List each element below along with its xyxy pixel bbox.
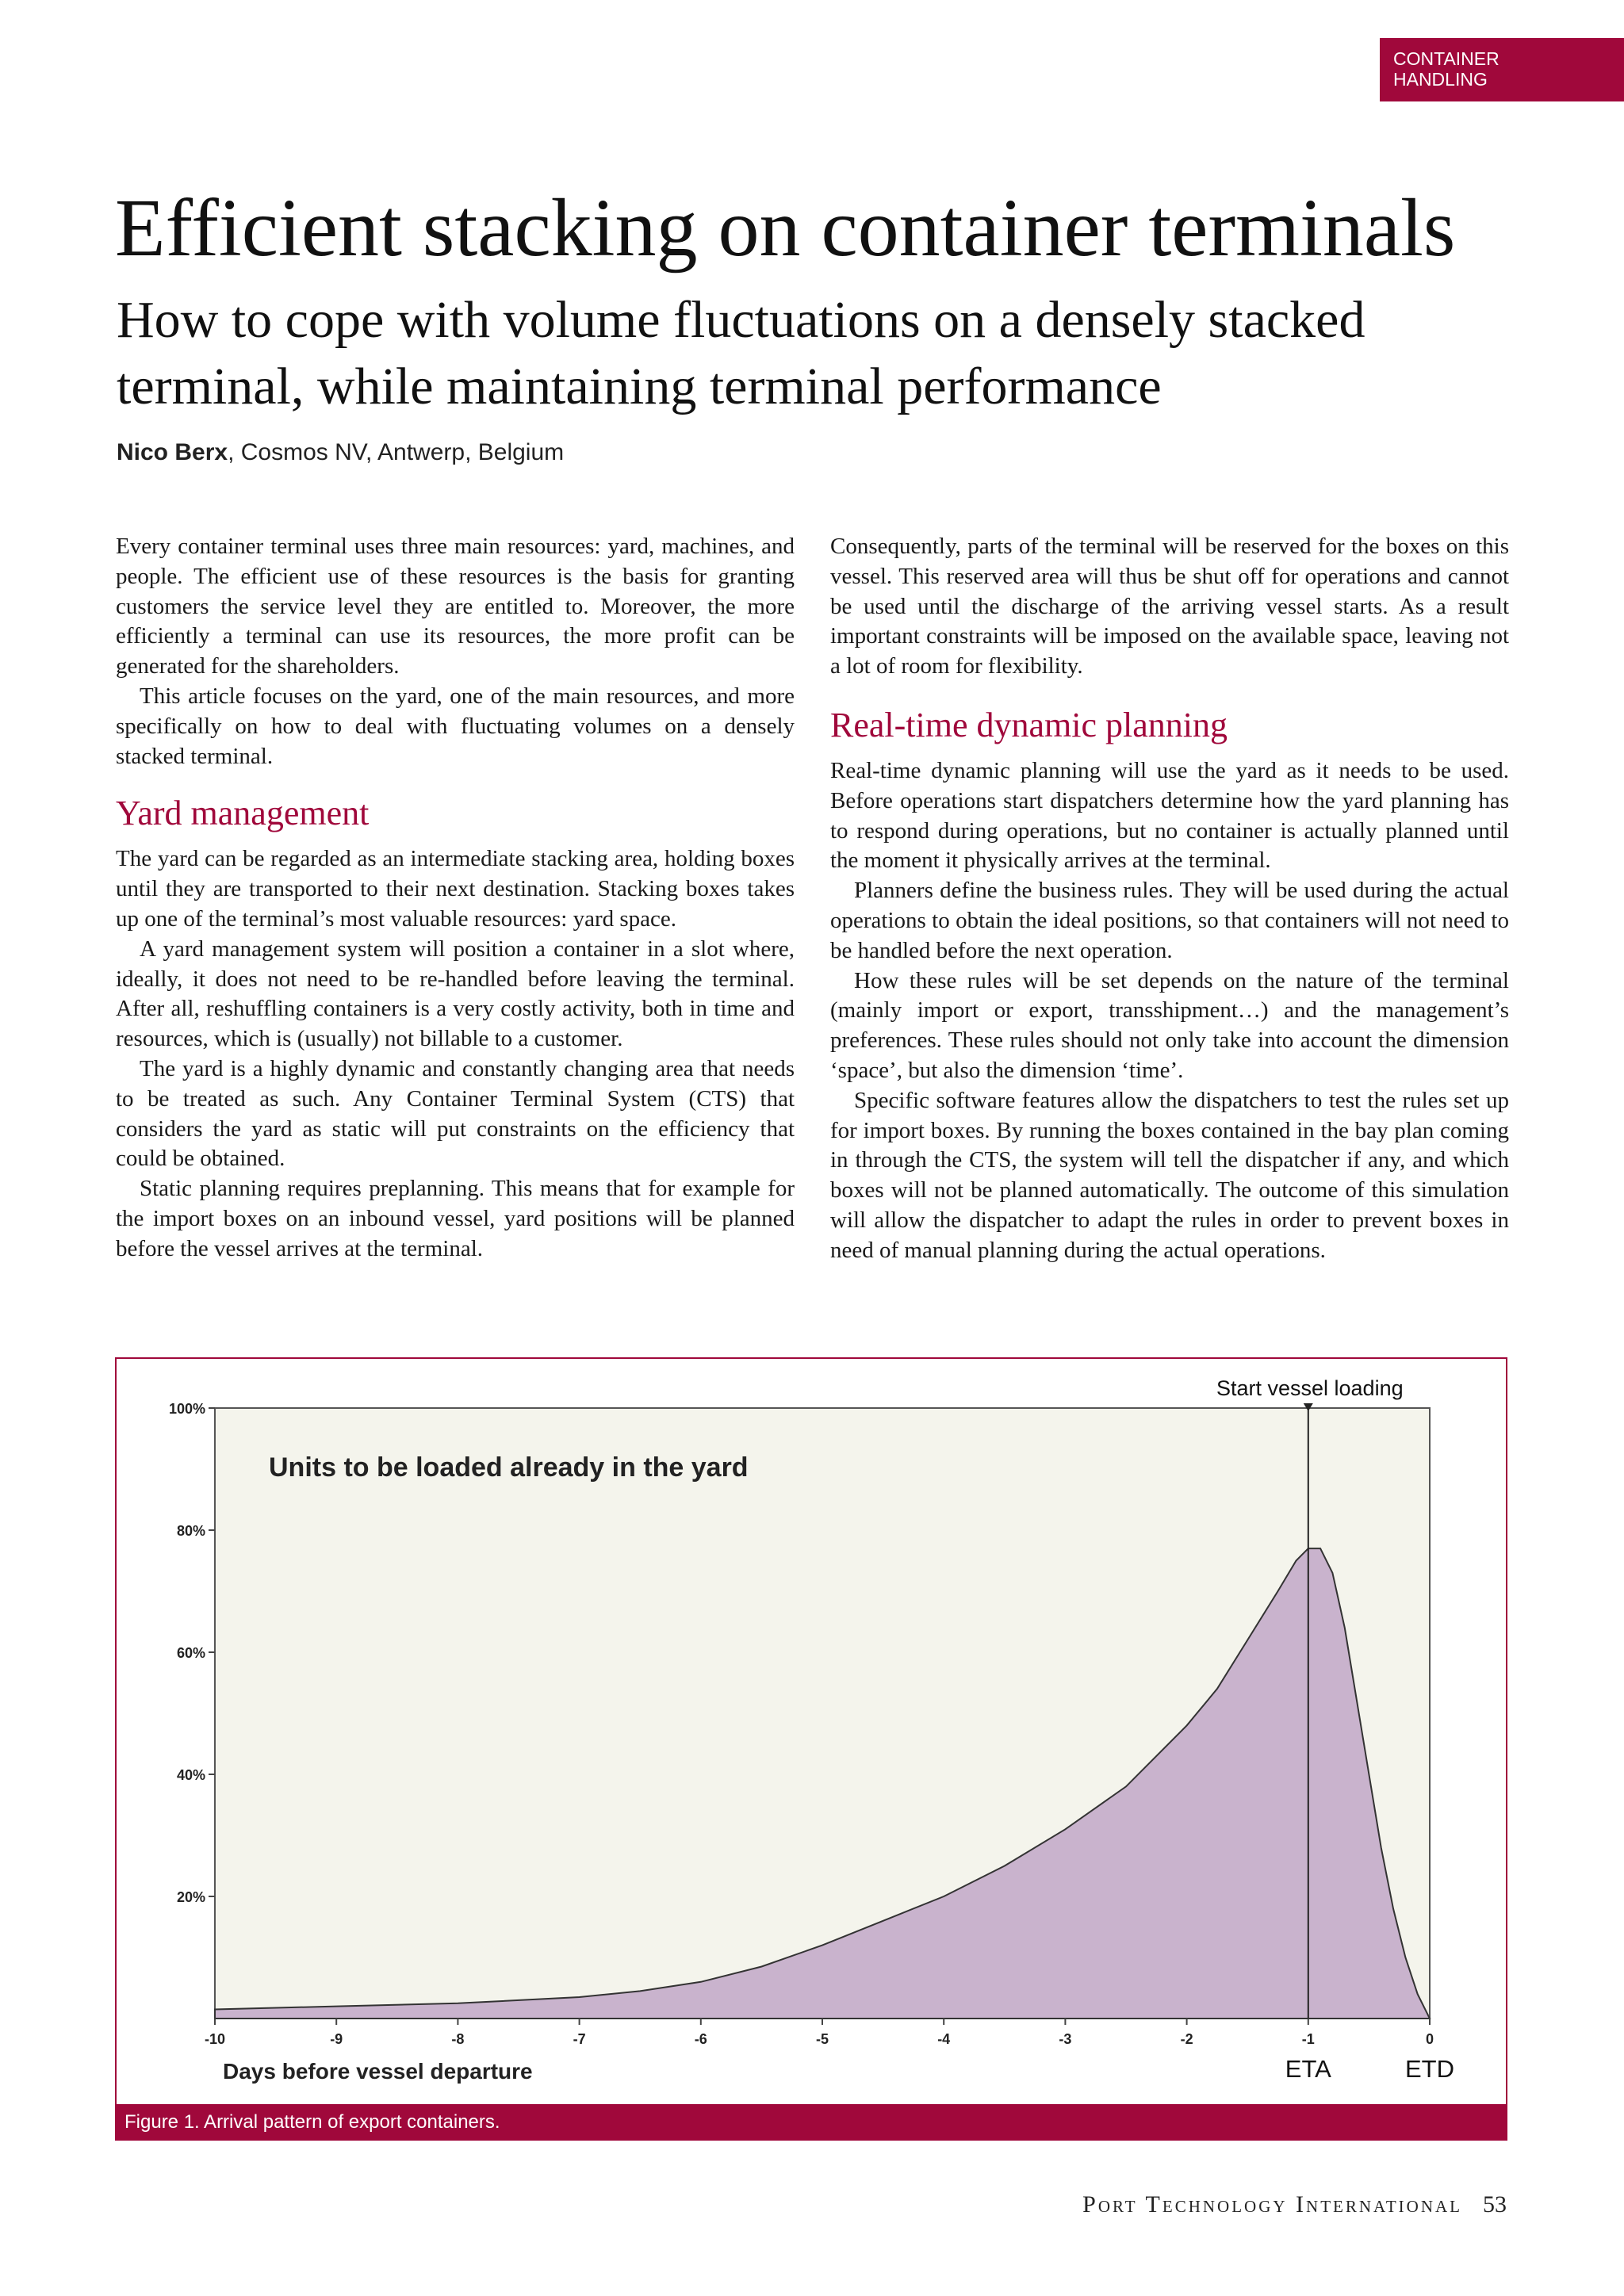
x-tick-label: -7 bbox=[573, 2031, 586, 2047]
x-tick-label: -8 bbox=[451, 2031, 465, 2047]
paragraph: Real-time dynamic planning will use the yard as it needs to be used. Before operations start dispatchers determine how the yard planning has to respond during operations, but no container is actually planned until the moment it physically arrives at the terminal. bbox=[830, 757, 1509, 874]
x-tick-label: -4 bbox=[937, 2031, 951, 2047]
section-tag-line-2: HANDLING bbox=[1393, 69, 1488, 90]
figure-1 bbox=[115, 1357, 1507, 2139]
left-column bbox=[116, 532, 795, 1265]
y-tick-label: 80% bbox=[176, 1523, 205, 1539]
x-tick-label: 0 bbox=[1425, 2031, 1434, 2047]
page-footer bbox=[928, 2191, 1507, 2218]
section-heading-yard-management: Yard management bbox=[116, 794, 370, 833]
author-name: Nico Berx bbox=[117, 439, 228, 465]
paragraph: Every container terminal uses three main resources: yard, machines, and people. The efficient use of these resources is the basis for granting customers the service level they are entitled to. Moreover, the more efficiently a terminal can use its resources, the more profit can be generated for the shareholders. bbox=[116, 534, 795, 679]
section-tag bbox=[1380, 38, 1624, 101]
paragraph: The yard can be regarded as an intermediate stacking area, holding boxes until they are transported to their next destination. Stacking boxes takes up one of the terminal’s most valuable resources: yard space. bbox=[116, 846, 795, 932]
paragraph: How these rules will be set depends on the nature of the terminal (mainly import or export, transshipment…) and the management’s preferences. These rules should not only take into account the dimension ‘space’, but also the dimension ‘time’. bbox=[830, 967, 1509, 1083]
article-title: Efficient stacking on container terminals bbox=[115, 182, 1456, 274]
y-tick-label: 20% bbox=[176, 1889, 205, 1905]
x-tick-label: -6 bbox=[694, 2031, 707, 2047]
x-tick-label: -3 bbox=[1059, 2031, 1072, 2047]
y-tick-label: 100% bbox=[168, 1401, 205, 1417]
paragraph: The yard is a highly dynamic and constantly changing area that needs to be treated as such. Any Container Terminal System (CTS) that considers the yard as static will put constraints on the efficiency that could be obtained. bbox=[116, 1055, 795, 1172]
right-column bbox=[830, 532, 1509, 1266]
section-heading-real-time-planning: Real-time dynamic planning bbox=[830, 705, 1228, 744]
y-tick-label: 40% bbox=[176, 1767, 205, 1783]
x-tick-label: -5 bbox=[815, 2031, 829, 2047]
figure-caption: Figure 1. Arrival pattern of export containers. bbox=[115, 2104, 1507, 2141]
x-tick-label: -10 bbox=[204, 2031, 226, 2047]
paragraph: Specific software features allow the dispatchers to test the rules set up for import boxes. By running the boxes contained in the bay plan coming in through the CTS, the system will tell the dispatcher if any, and which boxes will not be planned automatically. The outcome of this simulation will allow the dispatcher to adapt the rules in order to prevent boxes in need of manual planning during the actual operations. bbox=[830, 1087, 1509, 1263]
article-subtitle: How to cope with volume fluctuations on a densely stacked terminal, while maintaining terminal performance bbox=[117, 291, 1365, 415]
paragraph: Planners define the business rules. They will be used during the actual operations to obtain the ideal positions, so that containers will not need to be handled before the next operation. bbox=[830, 878, 1509, 963]
paragraph: Consequently, parts of the terminal will be reserved for the boxes on this vessel. This reserved area will thus be shut off for operations and cannot be used until the discharge of the arriving vessel starts. As a result important constraints will be imposed on the available space, leaving not a lot of room for flexibility. bbox=[830, 534, 1509, 679]
x-extra-label: ETD bbox=[1405, 2055, 1454, 2083]
x-axis-label: Days before vessel departure bbox=[223, 2059, 533, 2084]
x-tick-label: -2 bbox=[1180, 2031, 1193, 2047]
section-tag-line-1: CONTAINER bbox=[1393, 48, 1500, 69]
paragraph: Static planning requires preplanning. This means that for example for the import boxes on an inbound vessel, yard positions will be planned before the vessel arrives at the terminal. bbox=[116, 1176, 795, 1261]
chart-title: Units to be loaded already in the yard bbox=[269, 1452, 749, 1483]
x-tick-label: -1 bbox=[1301, 2031, 1315, 2047]
paragraph: This article focuses on the yard, one of the main resources, and more specifically on how to deal with fluctuating volumes on a densely stacked terminal. bbox=[116, 683, 795, 769]
arrival-pattern-chart bbox=[117, 1359, 1506, 2104]
page-number: 53 bbox=[1483, 2191, 1507, 2218]
paragraph: A yard management system will position a container in a slot where, ideally, it does not need to be re-handled before leaving the terminal. After all, reshuffling containers is a very costly activity, both in time and resources, which is (usually) not billable to a customer. bbox=[116, 936, 795, 1052]
author-affiliation: , Cosmos NV, Antwerp, Belgium bbox=[228, 439, 565, 465]
y-tick-label: 60% bbox=[176, 1645, 205, 1661]
byline bbox=[117, 439, 564, 466]
chart-annotation: Start vessel loading bbox=[1216, 1376, 1404, 1400]
x-extra-label: ETA bbox=[1285, 2055, 1331, 2083]
x-tick-label: -9 bbox=[330, 2031, 343, 2047]
publication-name: Port Technology International bbox=[1082, 2191, 1462, 2218]
